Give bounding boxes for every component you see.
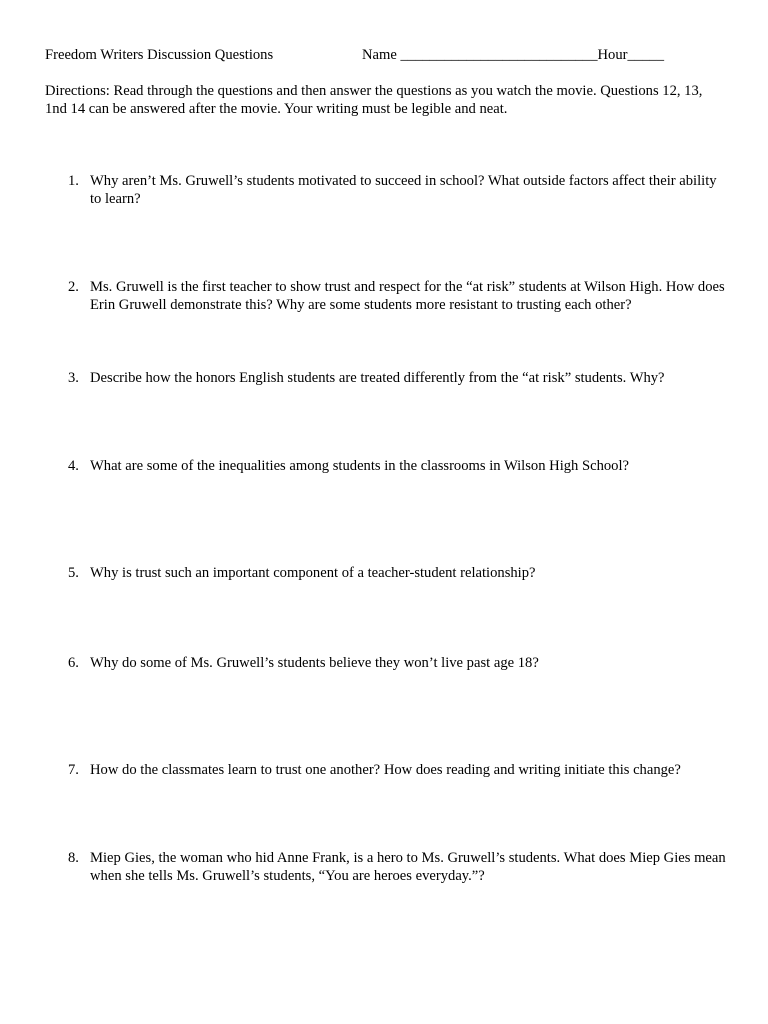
- question-item: [68, 564, 728, 582]
- question-text: How do the classmates learn to trust one another? How does reading and writing initiate this change?: [90, 762, 681, 778]
- name-hour-field: Name ___________________________Hour_____: [362, 47, 664, 63]
- worksheet-title: Freedom Writers Discussion Questions: [45, 47, 274, 63]
- question-number: 4.: [68, 458, 79, 474]
- question-text: Ms. Gruwell is the first teacher to show trust and respect for the “at risk” students at Wilson High. How does Erin Gruwell demonstrate this? Why are some students more resistant to trusting each other?: [90, 279, 725, 313]
- question-number: 7.: [68, 762, 79, 778]
- worksheet-header: [45, 46, 735, 66]
- question-text: Describe how the honors English students are treated differently from the “at risk” students. Why?: [90, 370, 665, 386]
- question-item: [68, 849, 728, 885]
- question-item: [68, 457, 728, 475]
- question-text: Miep Gies, the woman who hid Anne Frank, is a hero to Ms. Gruwell’s students. What does Miep Gies mean when she tells Ms. Gruwell’s students, “You are heroes everyday.”?: [90, 850, 726, 884]
- question-text: What are some of the inequalities among students in the classrooms in Wilson High School?: [90, 458, 630, 474]
- directions-text: Directions: Read through the questions and then answer the questions as you watch the movie. Questions 12, 13, 1nd 14 can be answered after the movie. Your writing must be legible and neat.: [45, 83, 703, 117]
- question-number: 8.: [68, 850, 79, 866]
- question-number: 2.: [68, 279, 79, 295]
- question-text: Why aren’t Ms. Gruwell’s students motivated to succeed in school? What outside factors affect their ability to learn?: [90, 173, 717, 207]
- question-text: Why is trust such an important component of a teacher-student relationship?: [90, 565, 536, 581]
- question-text: Why do some of Ms. Gruwell’s students believe they won’t live past age 18?: [90, 655, 539, 671]
- question-item: [68, 278, 728, 314]
- question-number: 6.: [68, 655, 79, 671]
- question-item: [68, 761, 728, 779]
- question-number: 5.: [68, 565, 79, 581]
- question-item: [68, 172, 728, 208]
- question-number: 3.: [68, 370, 79, 386]
- question-item: [68, 654, 728, 672]
- question-number: 1.: [68, 173, 79, 189]
- question-item: [68, 369, 728, 387]
